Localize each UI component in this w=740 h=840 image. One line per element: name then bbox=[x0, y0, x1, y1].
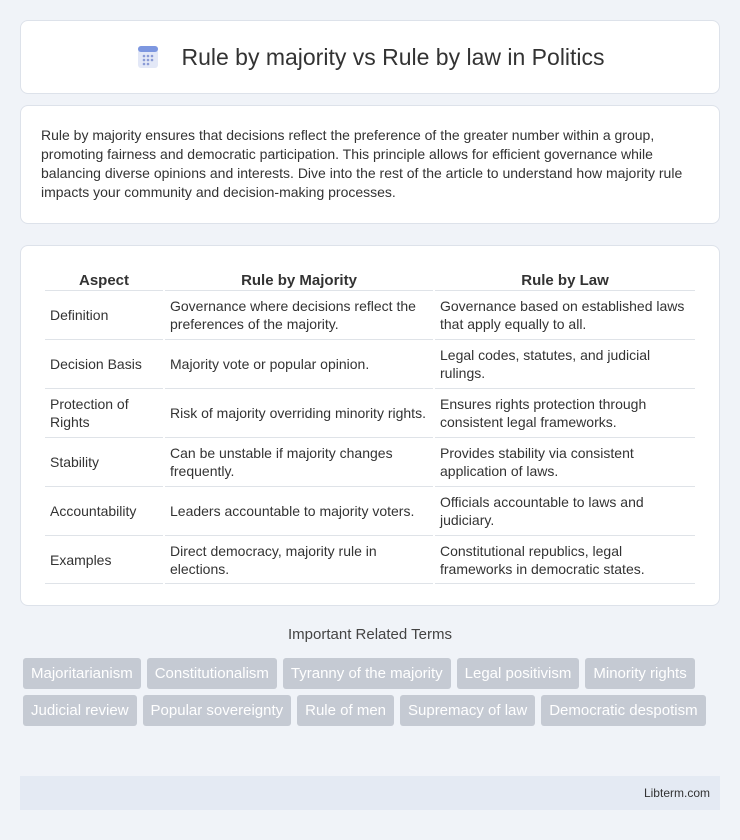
cell-aspect: Definition bbox=[45, 290, 163, 339]
table-row bbox=[45, 437, 695, 486]
footer bbox=[20, 776, 720, 810]
related-term-tag[interactable]: Majoritarianism bbox=[23, 658, 141, 689]
table-row bbox=[45, 388, 695, 437]
cell-majority: Direct democracy, majority rule in elections. bbox=[165, 535, 433, 584]
related-term-tag[interactable]: Democratic despotism bbox=[541, 695, 705, 726]
related-term-tag[interactable]: Supremacy of law bbox=[400, 695, 535, 726]
intro-text: Rule by majority ensures that decisions reflect the preference of the greater number within a group, promoting fairness and democratic participation. This principle allows for efficient governance while balancing diverse opinions and interests. Dive into the rest of the article to understand how majority rule impacts your community and decision-making processes. bbox=[41, 127, 683, 200]
table-row bbox=[45, 290, 695, 339]
related-term-tag[interactable]: Judicial review bbox=[23, 695, 137, 726]
cell-aspect: Examples bbox=[45, 535, 163, 584]
column-header-law: Rule by Law bbox=[521, 271, 609, 289]
related-term-tag[interactable]: Legal positivism bbox=[457, 658, 580, 689]
column-header-majority: Rule by Majority bbox=[241, 271, 357, 289]
related-term-tag[interactable]: Rule of men bbox=[297, 695, 394, 726]
cell-majority: Leaders accountable to majority voters. bbox=[165, 486, 433, 535]
related-terms-list bbox=[23, 658, 723, 732]
cell-majority: Majority vote or popular opinion. bbox=[165, 339, 433, 388]
cell-law: Provides stability via consistent application of laws. bbox=[435, 437, 695, 486]
related-terms-title: Important Related Terms bbox=[288, 626, 452, 643]
cell-law: Constitutional republics, legal frameworks in democratic states. bbox=[435, 535, 695, 584]
footer-site-link[interactable]: Libterm.com bbox=[643, 786, 710, 800]
cell-majority: Can be unstable if majority changes frequently. bbox=[165, 437, 433, 486]
related-term-tag[interactable]: Popular sovereignty bbox=[143, 695, 292, 726]
related-term-tag[interactable]: Constitutionalism bbox=[147, 658, 277, 689]
table-row bbox=[45, 535, 695, 584]
cell-majority: Governance where decisions reflect the preferences of the majority. bbox=[165, 290, 433, 339]
comparison-table bbox=[43, 266, 697, 584]
cell-law: Officials accountable to laws and judiciary. bbox=[435, 486, 695, 535]
cell-aspect: Accountability bbox=[45, 486, 163, 535]
column-header-aspect: Aspect bbox=[78, 271, 130, 289]
table-row bbox=[45, 339, 695, 388]
cell-majority: Risk of majority overriding minority rights. bbox=[165, 388, 433, 437]
cell-law: Ensures rights protection through consistent legal frameworks. bbox=[435, 388, 695, 437]
header-card bbox=[20, 20, 720, 94]
document-icon bbox=[135, 44, 161, 70]
cell-law: Governance based on established laws that apply equally to all. bbox=[435, 290, 695, 339]
cell-aspect: Decision Basis bbox=[45, 339, 163, 388]
table-row bbox=[45, 486, 695, 535]
related-term-tag[interactable]: Tyranny of the majority bbox=[283, 658, 451, 689]
related-term-tag[interactable]: Minority rights bbox=[585, 658, 694, 689]
cell-aspect: Stability bbox=[45, 437, 163, 486]
intro-card bbox=[20, 105, 720, 224]
page-title: Rule by majority vs Rule by law in Politics bbox=[181, 43, 605, 70]
table-header-row bbox=[45, 266, 695, 290]
comparison-card bbox=[20, 245, 720, 606]
cell-law: Legal codes, statutes, and judicial rulings. bbox=[435, 339, 695, 388]
cell-aspect: Protection of Rights bbox=[45, 388, 163, 437]
